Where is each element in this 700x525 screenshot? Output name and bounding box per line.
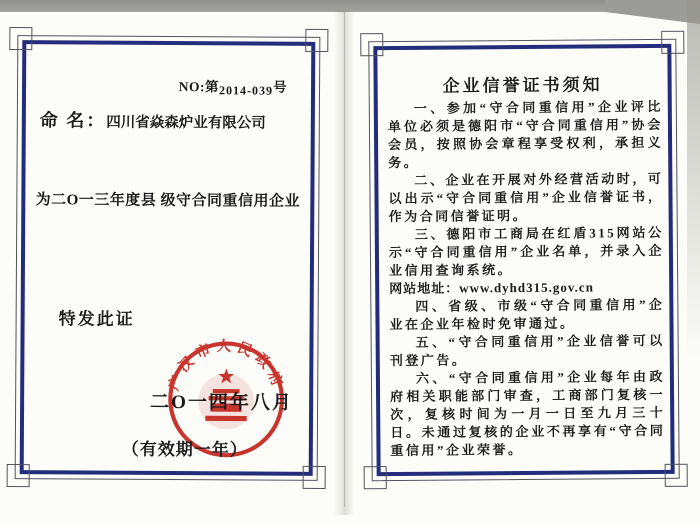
notice-paragraph: 四、省级、市级“守合同重信用”企业在企业年检时免审通过。 bbox=[389, 296, 665, 333]
notice-body bbox=[388, 98, 666, 460]
certificate-left-page bbox=[15, 35, 321, 481]
certificate-number bbox=[179, 75, 287, 96]
seal-arc-text: 广汉市人民政府 bbox=[166, 338, 287, 394]
notice-paragraph: 三、德阳市工商局在红盾315网站公示“守合同重信用”企业名单，并录入企业信用查询系统。 bbox=[388, 224, 664, 279]
border-corner-ornament bbox=[303, 466, 326, 489]
page-fold-line bbox=[344, 12, 345, 507]
scan-right-edge bbox=[687, 0, 700, 360]
notice-paragraph: 六、“守合同重信用”企业每年由政府相关职能部门审查，工商部门复核一次，复核时间为一月一日至九月三十日。未通过复核的企业不再享有“守合同重信用”企业荣誉。 bbox=[390, 368, 666, 459]
company-name: 四川省焱森炉业有限公司 bbox=[106, 114, 266, 132]
border-corner-ornament bbox=[9, 27, 32, 50]
notice-paragraph: 五、“守合同重信用”企业信誉可以刊登广告。 bbox=[389, 332, 665, 369]
cert-no-value: 2014-039 bbox=[218, 83, 274, 98]
notice-title: 企业信誉证书须知 bbox=[442, 75, 603, 96]
border-corner-ornament bbox=[7, 464, 30, 487]
notice-paragraph: 二、企业在开展对外经营活动时，可以出示“守合同重信用”企业信誉证书，作为合同信誉证明。 bbox=[388, 170, 664, 225]
cert-no-suffix: 号 bbox=[272, 79, 288, 95]
border-corner-ornament bbox=[661, 31, 684, 54]
border-corner-ornament bbox=[364, 466, 387, 489]
notice-paragraph: 一、参加“守合同重信用”企业评比单位必须是德阳市“守合同重信用”协会会员，按照协会章程享受权利，承担义务。 bbox=[387, 98, 664, 171]
cert-no-prefix: NO:第 bbox=[178, 79, 220, 95]
border-corner-ornament bbox=[305, 29, 328, 52]
validity-period: （有效期一年） bbox=[121, 439, 248, 460]
notice-website-line: 网站地址：www.dyhd315.gov.cn bbox=[389, 279, 594, 297]
company-name-line bbox=[40, 106, 266, 133]
name-label: 命 名： bbox=[39, 110, 107, 131]
award-statement: 为二O一三年度县 级守合同重信用企业 bbox=[35, 192, 301, 210]
certificate-right-page bbox=[368, 39, 679, 481]
issue-statement: 特发此证 bbox=[58, 309, 135, 329]
issue-date: 二O一四年八月 bbox=[150, 391, 293, 414]
border-corner-ornament bbox=[665, 464, 688, 487]
scan-top-right-shade bbox=[605, 0, 700, 24]
border-corner-ornament bbox=[360, 33, 383, 56]
